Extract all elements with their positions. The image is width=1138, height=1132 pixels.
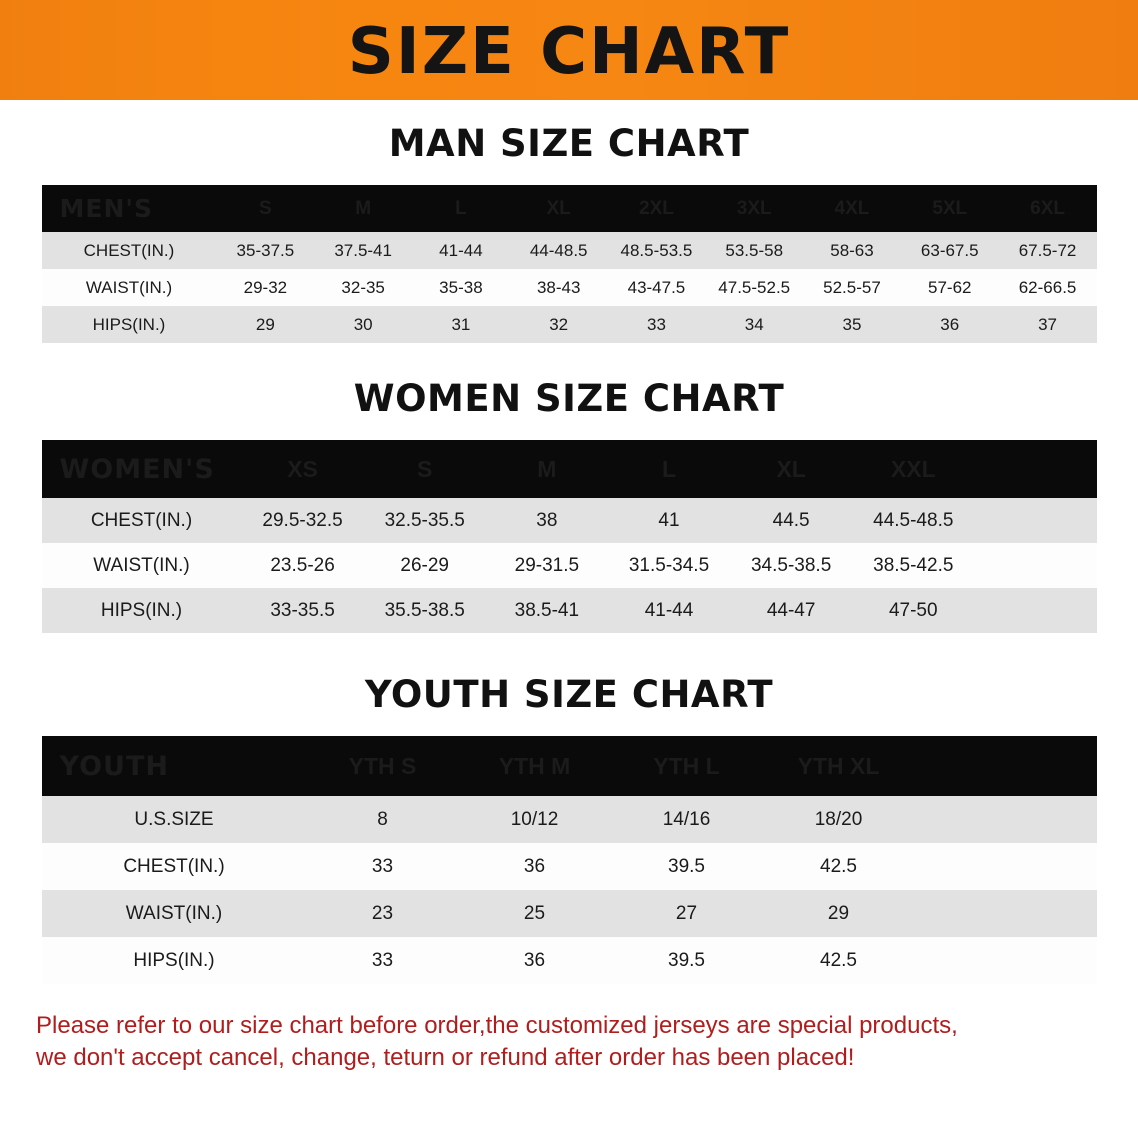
cell: 14/16 [611,796,763,843]
row-label: CHEST(IN.) [42,843,307,890]
cell: 39.5 [611,843,763,890]
youth-size-table [42,736,1097,984]
youth-size-header: YTH L [611,736,763,796]
women-table-body [42,498,1097,633]
cell: 35-38 [412,269,510,306]
man-size-header: 3XL [705,185,803,232]
cell: 33-35.5 [242,588,364,633]
youth-size-header: YTH S [307,736,459,796]
table-row [42,796,1097,843]
cell: 39.5 [611,937,763,984]
cell: 41-44 [412,232,510,269]
women-size-header: S [364,440,486,498]
cell-spacer [974,588,1096,633]
cell: 44.5 [730,498,852,543]
cell: 41 [608,498,730,543]
cell: 41-44 [608,588,730,633]
cell: 58-63 [803,232,901,269]
cell: 35.5-38.5 [364,588,486,633]
cell-spacer [974,498,1096,543]
man-corner-header: MEN'S [42,185,217,232]
table-row [42,937,1097,984]
row-label: WAIST(IN.) [42,890,307,937]
youth-header-spacer [915,736,1097,796]
table-row [42,543,1097,588]
disclaimer-line-1: Please refer to our size chart before order,the customized jerseys are special products, [36,1012,958,1039]
cell: 38-43 [510,269,608,306]
row-label: WAIST(IN.) [42,543,242,588]
cell: 37 [999,306,1097,343]
women-section-heading: WOMEN SIZE CHART [353,377,785,420]
cell: 26-29 [364,543,486,588]
women-size-header: L [608,440,730,498]
women-header-spacer [974,440,1096,498]
banner-title: SIZE CHART [347,15,791,89]
cell: 31 [412,306,510,343]
cell [915,843,1097,890]
table-row [42,269,1097,306]
cell: 8 [307,796,459,843]
cell: 34.5-38.5 [730,543,852,588]
cell: 18/20 [763,796,915,843]
cell: 33 [608,306,706,343]
cell: 44-47 [730,588,852,633]
cell: 62-66.5 [999,269,1097,306]
cell: 57-62 [901,269,999,306]
man-section-heading: MAN SIZE CHART [388,122,750,165]
table-row [42,843,1097,890]
disclaimer-line-2: we don't accept cancel, change, teturn or refund after order has been placed! [36,1044,855,1072]
cell: 37.5-41 [314,232,412,269]
cell: 35-37.5 [217,232,315,269]
cell [915,890,1097,937]
women-size-header: XXL [852,440,974,498]
youth-size-table-wrap [42,736,1097,984]
man-table-body [42,232,1097,343]
cell: 36 [901,306,999,343]
table-row [42,588,1097,633]
cell: 67.5-72 [999,232,1097,269]
women-corner-header: WOMEN'S [42,440,242,498]
man-size-table-wrap [42,185,1097,343]
cell: 63-67.5 [901,232,999,269]
cell: 44-48.5 [510,232,608,269]
cell: 33 [307,843,459,890]
cell: 42.5 [763,937,915,984]
man-size-header: 4XL [803,185,901,232]
man-size-header: 2XL [608,185,706,232]
cell: 36 [459,843,611,890]
youth-corner-header: YOUTH [42,736,307,796]
cell: 29-31.5 [486,543,608,588]
cell: 47.5-52.5 [705,269,803,306]
row-label: U.S.SIZE [42,796,307,843]
cell: 47-50 [852,588,974,633]
cell: 29-32 [217,269,315,306]
cell: 44.5-48.5 [852,498,974,543]
table-header-row [42,185,1097,232]
table-row [42,498,1097,543]
cell: 38.5-41 [486,588,608,633]
cell: 38.5-42.5 [852,543,974,588]
row-label: CHEST(IN.) [42,232,217,269]
women-size-table [42,440,1097,633]
cell: 52.5-57 [803,269,901,306]
man-table-head [42,185,1097,232]
cell: 10/12 [459,796,611,843]
cell: 29 [763,890,915,937]
banner [0,0,1138,100]
youth-size-header: YTH M [459,736,611,796]
table-row [42,306,1097,343]
cell [915,796,1097,843]
cell: 35 [803,306,901,343]
row-label: CHEST(IN.) [42,498,242,543]
women-table-head [42,440,1097,498]
cell: 32.5-35.5 [364,498,486,543]
table-row [42,890,1097,937]
cell: 42.5 [763,843,915,890]
women-size-header: M [486,440,608,498]
row-label: HIPS(IN.) [42,937,307,984]
cell: 43-47.5 [608,269,706,306]
row-label: WAIST(IN.) [42,269,217,306]
cell-spacer [974,543,1096,588]
row-label: HIPS(IN.) [42,588,242,633]
disclaimer-note [36,1010,1102,1075]
cell: 31.5-34.5 [608,543,730,588]
women-size-header: XL [730,440,852,498]
cell: 29.5-32.5 [242,498,364,543]
cell: 48.5-53.5 [608,232,706,269]
man-size-header: 5XL [901,185,999,232]
cell: 36 [459,937,611,984]
youth-table-head [42,736,1097,796]
man-size-header: L [412,185,510,232]
cell: 25 [459,890,611,937]
man-size-header: S [217,185,315,232]
table-header-row [42,736,1097,796]
table-row [42,232,1097,269]
youth-table-body [42,796,1097,984]
man-size-header: M [314,185,412,232]
cell [915,937,1097,984]
youth-size-header: YTH XL [763,736,915,796]
cell: 38 [486,498,608,543]
cell: 53.5-58 [705,232,803,269]
table-header-row [42,440,1097,498]
cell: 23.5-26 [242,543,364,588]
cell: 29 [217,306,315,343]
man-size-header: 6XL [999,185,1097,232]
women-size-header: XS [242,440,364,498]
women-size-table-wrap [42,440,1097,633]
man-size-header: XL [510,185,608,232]
cell: 32 [510,306,608,343]
cell: 23 [307,890,459,937]
cell: 33 [307,937,459,984]
cell: 32-35 [314,269,412,306]
row-label: HIPS(IN.) [42,306,217,343]
cell: 34 [705,306,803,343]
cell: 27 [611,890,763,937]
youth-section-heading: YOUTH SIZE CHART [364,673,774,716]
man-size-table [42,185,1097,343]
cell: 30 [314,306,412,343]
